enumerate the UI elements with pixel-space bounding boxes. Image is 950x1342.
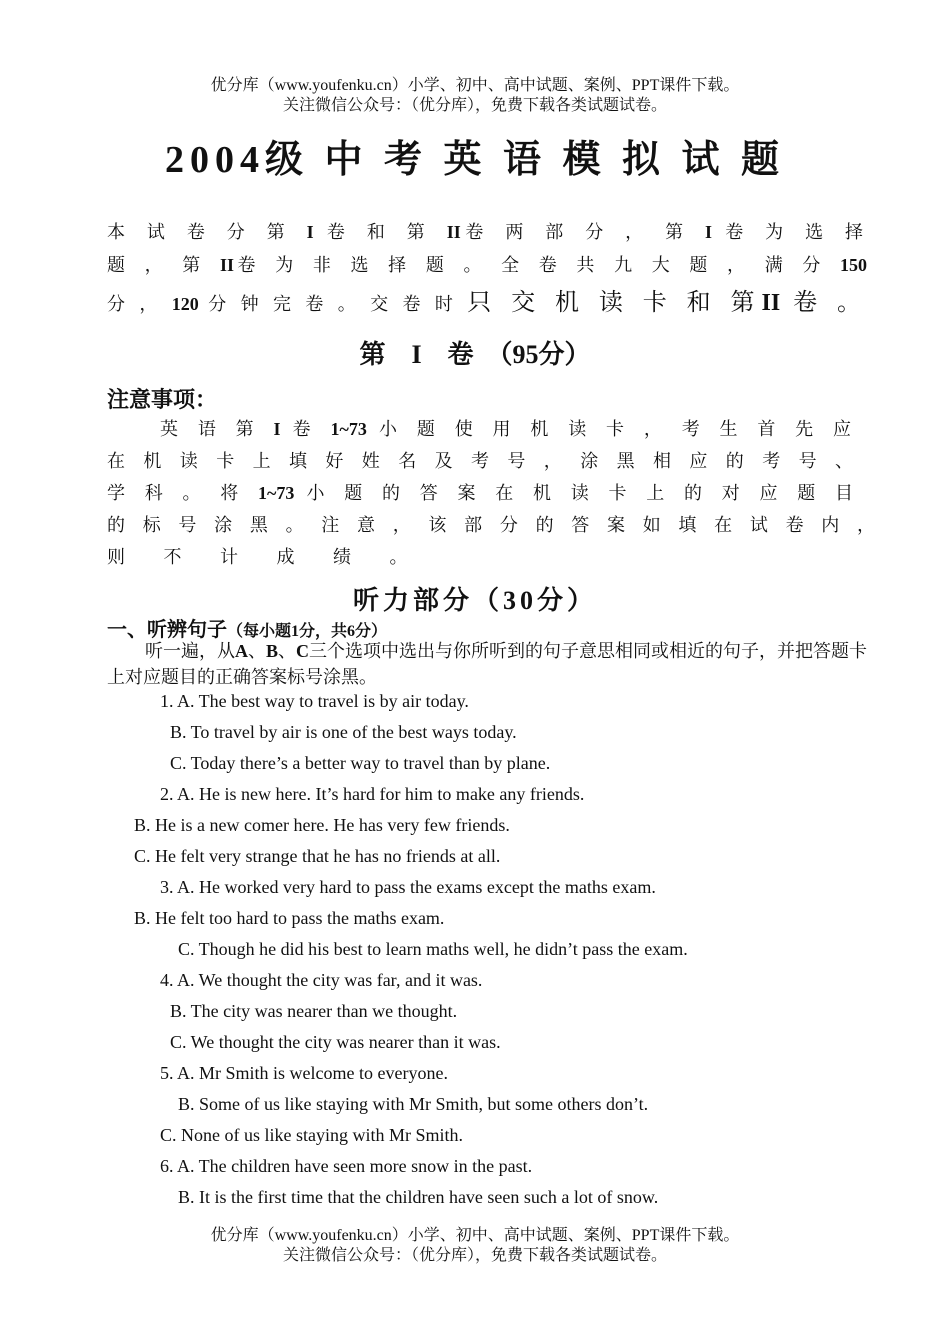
- question-option: 6. A. The children have seen more snow in the past.: [160, 1156, 533, 1176]
- question-option: 3. A. He worked very hard to pass the exams except the maths exam.: [160, 877, 656, 897]
- notice-line-1: 英 语 第 I 卷 1~73 小 题 使 用 机 读 卡 ， 考 生 首 先 应: [160, 419, 856, 439]
- page-footer: [0, 1226, 950, 1266]
- intro-line-1: 本 试 卷 分 第 I 卷 和 第 II卷 两 部 分 ， 第 I 卷 为 选 择: [107, 222, 868, 242]
- question-option: C. None of us like staying with Mr Smith.: [160, 1125, 463, 1145]
- question-option: B. He is a new comer here. He has very few friends.: [134, 815, 510, 835]
- question-option: 5. A. Mr Smith is welcome to everyone.: [160, 1063, 448, 1083]
- question-option: C. Today there’s a better way to travel than by plane.: [170, 753, 551, 773]
- question-option: B. He felt too hard to pass the maths exam.: [134, 908, 445, 928]
- notice-line-5: 则 不 计 成 绩 。: [107, 547, 425, 567]
- notice-line-3: 学 科 。 将 1~73 小 题 的 答 案 在 机 读 卡 上 的 对 应 题 目: [107, 483, 857, 503]
- question-option: C. Though he did his best to learn maths well, he didn’t pass the exam.: [178, 939, 688, 959]
- question-option: 2. A. He is new here. It’s hard for him to make any friends.: [160, 784, 585, 804]
- intro-line-3: 分 ， 120 分 钟 完 卷 。 交 卷 时 只 交 机 读 卡 和 第II 卷 。: [107, 290, 868, 316]
- footer-line-2: 关注微信公众号：（优分库），免费下载各类试题试卷。: [282, 1247, 667, 1264]
- notice-line-2: 在 机 读 卡 上 填 好 姓 名 及 考 号 ， 涂 黑 相 应 的 考 号 、: [107, 451, 857, 471]
- question-option: B. To travel by air is one of the best ways today.: [170, 722, 517, 742]
- intro-line-2: 题 ， 第 II卷 为 非 选 择 题 。 全 卷 共 九 大 题 ， 满 分 150: [107, 255, 868, 275]
- page-title: 2004级 中 考 英 语 模 拟 试 题: [164, 139, 785, 181]
- notice-line-4: 的 标 号 涂 黑 。 注 意 ， 该 部 分 的 答 案 如 填 在 试 卷 内 ，: [107, 515, 879, 535]
- question-option: 1. A. The best way to travel is by air today.: [160, 691, 469, 711]
- section-heading-volume-1: 第 I 卷 （95分）: [359, 340, 591, 369]
- question-option: C. We thought the city was nearer than it was.: [170, 1032, 501, 1052]
- header-line-1: 优分库（www.youfenku.cn）小学、初中、高中试题、案例、PPT课件下载。: [210, 77, 740, 94]
- listening-heading: 听力部分（30分）: [352, 586, 597, 615]
- footer-line-1: 优分库（www.youfenku.cn）小学、初中、高中试题、案例、PPT课件下载。: [210, 1227, 740, 1244]
- question-option: B. Some of us like staying with Mr Smith, but some others don’t.: [178, 1094, 649, 1114]
- question-option: C. He felt very strange that he has no friends at all.: [134, 846, 501, 866]
- question-option: B. The city was nearer than we thought.: [170, 1001, 458, 1021]
- question-option: 4. A. We thought the city was far, and it was.: [160, 970, 483, 990]
- part-1-instructions: 听一遍，从A、B、C三个选项中选出与你所听到的句子意思相同或相近的句子，并把答题卡上对应题目的正确答案标号涂黑。: [107, 641, 868, 687]
- notice-heading: 注意事项：: [107, 388, 218, 413]
- question-option: B. It is the first time that the children have seen such a lot of snow.: [178, 1187, 659, 1207]
- header-line-2: 关注微信公众号：（优分库），免费下载各类试题试卷。: [282, 97, 667, 114]
- page-header: [0, 76, 950, 116]
- part-1-heading: 一、听辨句子（每小题1分，共6分）: [107, 617, 388, 641]
